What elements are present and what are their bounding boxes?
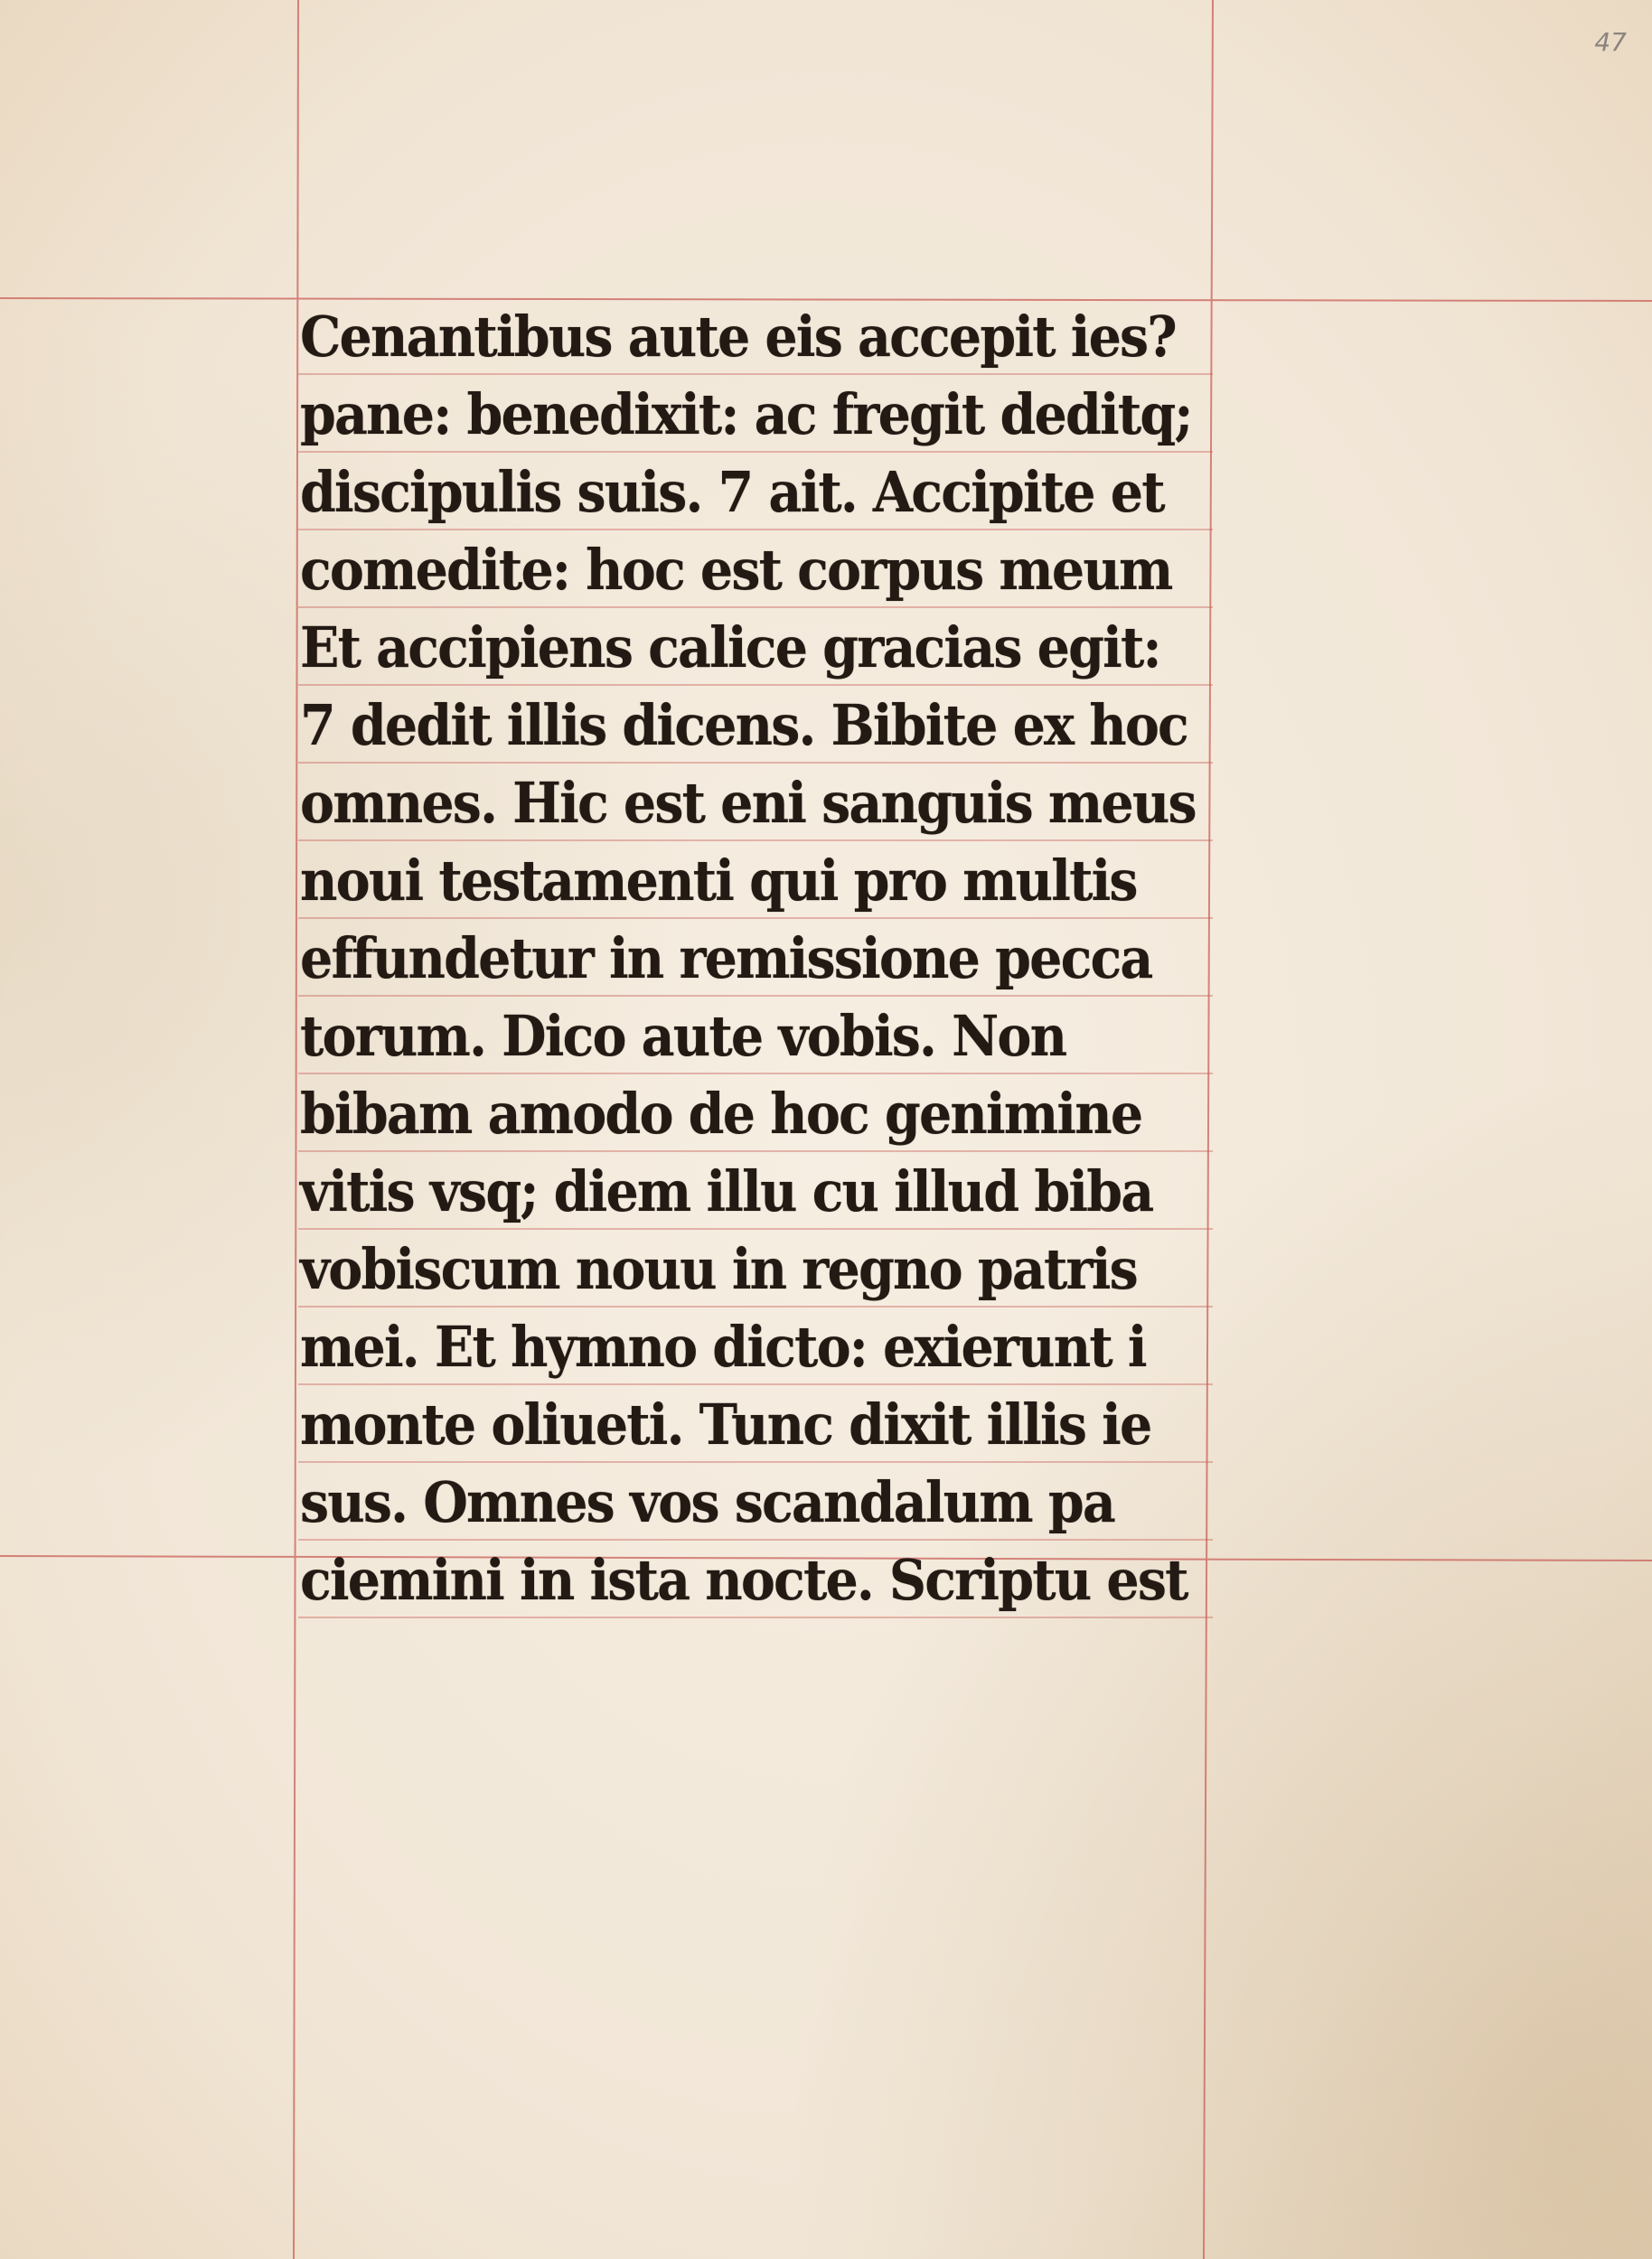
text-line: monte oliueti. Tunc dixit illis ie: [300, 1392, 1151, 1458]
text-line: 7 dedit illis dicens. Bibite ex hoc: [300, 692, 1187, 758]
text-line: Et accipiens calice gracias egit:: [300, 614, 1160, 680]
text-line: ciemini in ista nocte. Scriptu est: [300, 1547, 1187, 1613]
text-line: sus. Omnes vos scandalum pa: [300, 1469, 1114, 1535]
text-line: pane: benedixit: ac fregit deditq;: [300, 381, 1192, 447]
text-line: vobiscum nouu in regno patris: [300, 1236, 1137, 1302]
text-line: vitis vsq; diem illu cu illud biba: [300, 1158, 1153, 1224]
text-line: effundetur in remissione pecca: [300, 925, 1152, 991]
text-line: comedite: hoc est corpus meum: [300, 537, 1172, 603]
text-line: Cenantibus aute eis accepit ies?: [300, 304, 1176, 370]
text-line: bibam amodo de hoc genimine: [300, 1081, 1142, 1147]
text-line: mei. Et hymno dicto: exierunt i: [300, 1314, 1146, 1380]
text-line: omnes. Hic est eni sanguis meus: [300, 770, 1196, 836]
text-block: [300, 298, 1231, 1619]
folio-number: 47: [1594, 27, 1627, 57]
text-line: discipulis suis. 7 ait. Accipite et: [300, 459, 1164, 525]
text-line: noui testamenti qui pro multis: [300, 848, 1137, 914]
text-line: torum. Dico aute vobis. Non: [300, 1003, 1066, 1069]
left-frame-ruling: [294, 0, 298, 2259]
